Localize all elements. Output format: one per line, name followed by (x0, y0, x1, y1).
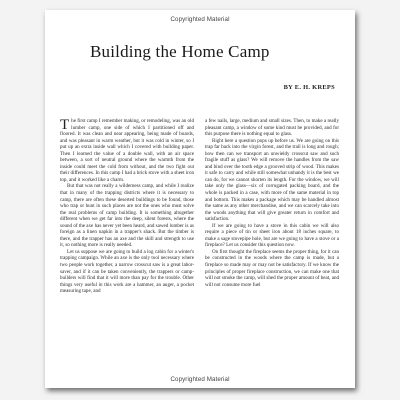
drop-cap: T (60, 118, 70, 133)
paragraph: If we are going to have a stove in this cabin we will also require a piece of tin or sheet iron about 18 inches square, to make a sage stovepipe hole, but are we going to have a stove or a fireplace? Let us consider this question now. (205, 222, 339, 249)
paragraph-text: he first camp I remember making, or remodeling, was an old lumber camp, one side of which I partitioned off and floored. It was clean and near appearing, being made of boards, and was pleasant in warm weather, but it was cold in winter, so I put up an extra inside wall which I covered with building paper. Then I learned the value of a double wall, with an air space between, a sort of neutral ground where the warmth from the inside could meet the cold from without, and the two fight out their differences. In this camp I had a brick stove with a sheet iron top, and it worked like a charm. (60, 118, 194, 183)
copyright-notice-top: Copyrighted Material (170, 16, 230, 23)
author-byline: BY E. H. KREPS (283, 84, 335, 91)
paragraph: Right here a question pops up before us. We are going on this trap far back into the virgin forest, and the trail is long and rough; how then can we transport an unwieldy crosscut saw and such fragile stuff as glass? We will remove the handles from the saw and bind over the tooth edge a grooved strip of wood. This makes it safe to carry and while still somewhat unhandy it is the best we can do, for we cannot shorten its length. For the window, we will take only the glass—six of corrugated packing board, and the whole is packed in a case, with more of the same material in top and bottom. This makes a package which may be handled almost the same as any other merchandise, and we can scarcely take into the woods anything that will give greater return in comfort and satisfaction. (205, 137, 339, 223)
paragraph: a few nails, large, medium and small sizes. Then, to make a really pleasant camp, a window of some kind must be provided, and for this purpose there is nothing equal to glass. (205, 118, 339, 138)
copyright-notice-bottom: Copyrighted Material (170, 376, 230, 383)
chapter-title: Building the Home Camp (90, 42, 270, 61)
paragraph: On first thought the fireplace seems the proper thing, for it can be constructed in the woods where the camp is made, but a fireplace so made may or may not be satisfactory. If we know the principles of proper fireplace construction, we can make one that will not smoke the camp, will shed the proper amount of heat, and will not consume more fuel (205, 248, 339, 288)
paragraph: But that was not really a wilderness camp, and while I realize that in many of the trapping districts where it is necessary to camp, there are often these deserted buildings to be found, those who trap or hunt in such places are not the ones who must solve the real problems of camp building. It is something altogether different when we get far into the deep, silent forests, where the sound of the axe has never yet been heard, and sawed lumber is as foreign as a linen napkin in a trapper's shack. But the timber is there, and the trapper has an axe and the skill and strength to use it, so nothing more is really needed. (60, 183, 194, 249)
text-column-left (60, 118, 194, 370)
paragraph: Let us suppose we are going to build a log cabin for a winter's trapping campaign. While an axe is the only tool necessary where two people work together, a narrow crosscut saw is a great labor-saver, and if it can be taken conveniently, the trappers or camp-builders will find that it will more than pay for the trouble. Other things very useful in this work are a hammer, an auger, a pocket measuring tape, and (60, 248, 194, 295)
book-page (45, 10, 355, 388)
paragraph (60, 118, 194, 183)
text-column-right (205, 118, 339, 370)
